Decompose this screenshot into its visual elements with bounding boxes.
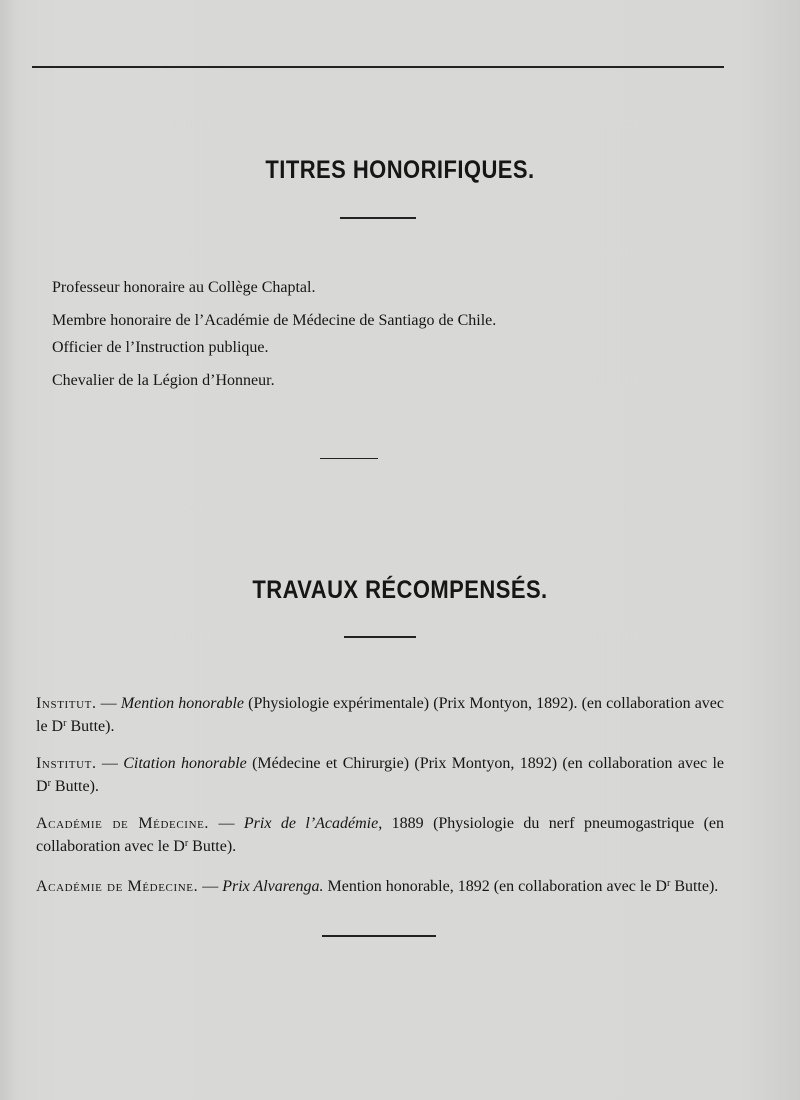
award-dash: —: [96, 755, 124, 772]
award-institution: Institut.: [36, 695, 97, 712]
award-dash: —: [209, 815, 244, 832]
award-title: Prix de l’Académie: [243, 815, 379, 832]
award-institution: Académie de Médecine.: [36, 815, 210, 832]
award-title: Prix Alvarenga.: [222, 878, 324, 895]
award-title: Citation honorable: [123, 755, 247, 772]
award-entry: [36, 694, 724, 737]
award-entry: [36, 754, 724, 797]
award-detail: , 1889 (Physiologie du nerf pneumogastrique (en collaboration avec le D: [36, 815, 725, 855]
award-end: Butte).: [50, 778, 99, 795]
title-underline: [340, 217, 416, 219]
top-rule: [32, 66, 724, 68]
honorific-titles-list: [52, 278, 752, 404]
award-detail: Mention honorable, 1892 (en collaboration avec le D: [323, 878, 667, 895]
section-title-titres-honorifiques: TITRES HONORIFIQUES.: [265, 156, 535, 184]
award-detail: (Médecine et Chirurgie) (Prix Montyon, 1892) (en collaboration avec le D: [36, 755, 725, 795]
award-institution: Académie de Médecine.: [36, 878, 199, 895]
section-separator: [320, 458, 378, 459]
honorific-title-item: Membre honoraire de l’Académie de Médecine de Santiago de Chile.: [52, 312, 497, 329]
award-superscript: r: [47, 778, 51, 789]
award-end: Butte).: [670, 878, 719, 895]
award-dash: —: [198, 878, 223, 895]
award-entry: [36, 874, 724, 897]
award-superscript: r: [184, 838, 189, 849]
section-title-travaux-recompenses: TRAVAUX RÉCOMPENSÉS.: [252, 576, 548, 604]
award-superscript: r: [666, 878, 671, 889]
award-institution: Institut.: [36, 755, 97, 772]
awards-list: [36, 694, 724, 914]
honorific-title-item: Chevalier de la Légion d’Honneur.: [52, 372, 275, 389]
title-underline: [344, 636, 416, 638]
honorific-title-item: Officier de l’Instruction publique.: [52, 339, 269, 356]
honorific-title-item: Professeur honoraire au Collège Chaptal.: [52, 279, 316, 296]
award-title: Mention honorable: [120, 695, 245, 712]
award-detail: (Physiologie expérimentale) (Prix Montyon, 1892). (en collaboration avec le D: [36, 695, 725, 735]
award-entry: [36, 814, 724, 857]
award-end: Butte).: [66, 718, 115, 735]
award-superscript: r: [63, 718, 67, 729]
award-end: Butte).: [188, 838, 237, 855]
award-dash: —: [96, 695, 121, 712]
end-rule: [322, 935, 436, 937]
